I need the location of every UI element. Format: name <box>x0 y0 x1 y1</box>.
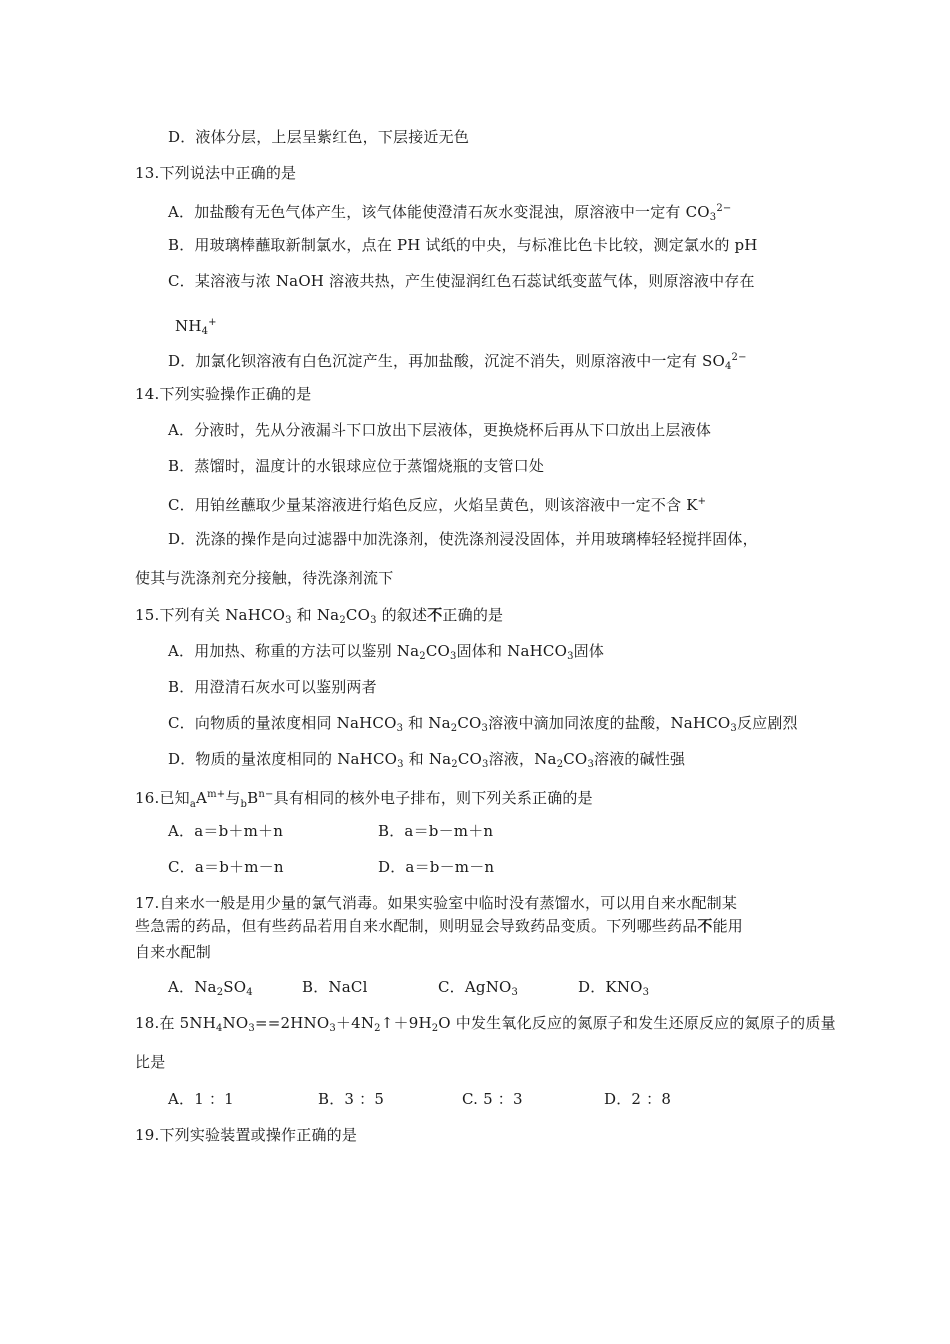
q17-option-b: B．NaCl <box>302 978 368 996</box>
q16-option-b: B．a＝b－m＋n <box>378 822 494 840</box>
q13-stem: 13.下列说法中正确的是 <box>135 164 297 182</box>
q16-option-d: D．a＝b－m－n <box>378 858 495 876</box>
q14-option-d-continued: 使其与洗涤剂充分接触，待洗涤剂流下 <box>135 569 394 587</box>
q17-stem-line2: 些急需的药品，但有些药品若用自来水配制，则明显会导致药品变质。下列哪些药品不能用 <box>135 917 744 935</box>
q18-stem-line2: 比是 <box>135 1053 166 1071</box>
q18-option-a: A．1 ：1 <box>168 1090 234 1108</box>
q15-option-a: A．用加热、称重的方法可以鉴别 $Na_2CO_3$固体和 NaHCO$_3$固体 <box>168 642 605 662</box>
q18-option-c: C. 5 ：3 <box>462 1090 523 1108</box>
q13-option-c-continued: $NH_4^+$ <box>175 317 217 337</box>
q14-option-b: B．蒸馏时，温度计的水银球应位于蒸馏烧瓶的支管口处 <box>168 457 545 475</box>
q17-stem-line3: 自来水配制 <box>135 943 212 961</box>
q19-stem: 19.下列实验装置或操作正确的是 <box>135 1126 358 1144</box>
emphasis-not: 不 <box>697 917 713 935</box>
q15-option-b: B．用澄清石灰水可以鉴别两者 <box>168 678 377 696</box>
q17-option-c: C．AgNO$_3$ <box>438 978 519 998</box>
q16-option-a: A．a＝b＋m＋n <box>168 822 284 840</box>
q15-stem: 15.下列有关 NaHCO$_3$ 和 $Na_2CO_3$ 的叙述不正确的是 <box>135 606 504 626</box>
q16-stem: 16.已知$_aA^{m+}$与$_bB^{n-}$具有相同的核外电子排布，则下列关系正确的是 <box>135 789 593 810</box>
q17-option-d: D．$KNO_3$ <box>578 978 650 998</box>
q14-option-c: C．用铂丝蘸取少量某溶液进行焰色反应，火焰呈黄色，则该溶液中一定不含 K+ <box>168 496 707 514</box>
q14-option-a: A．分液时，先从分液漏斗下口放出下层液体，更换烧杯后再从下口放出上层液体 <box>168 421 712 439</box>
emphasis-not: 不 <box>427 606 443 624</box>
q15-option-c: C．向物质的量浓度相同 NaHCO$_3$ 和 $Na_2CO_3$溶液中滴加同浓度的盐酸，NaHCO$_3$反应剧烈 <box>168 714 798 734</box>
q16-option-c: C．a＝b＋m－n <box>168 858 284 876</box>
q12-option-d: D．液体分层，上层呈紫红色，下层接近无色 <box>168 128 470 146</box>
q17-option-a: A．$Na_2SO_4$ <box>168 978 253 998</box>
q13-option-a: A．加盐酸有无色气体产生，该气体能使澄清石灰水变混浊，原溶液中一定有 $CO_3^{2-}$ <box>168 203 732 223</box>
q13-option-b: B．用玻璃棒蘸取新制氯水，点在 PH 试纸的中央，与标准比色卡比较，测定氯水的 pH <box>168 236 758 254</box>
q18-option-d: D．2 ：8 <box>604 1090 672 1108</box>
q18-stem-line1: 18.在 $5NH_4NO_3==2HNO_3+4N_2↑+9H_2O$ 中发生氧化反应的氮原子和发生还原反应的氮原子的质量 <box>135 1014 836 1034</box>
q17-stem-line1: 17.自来水一般是用少量的氯气消毒。如果实验室中临时没有蒸馏水，可以用自来水配制某 <box>135 894 738 912</box>
q15-option-d: D．物质的量浓度相同的 NaHCO$_3$ 和 $Na_2CO_3$溶液，$Na_2CO_3$溶液的碱性强 <box>168 750 686 770</box>
q13-option-d: D．加氯化钡溶液有白色沉淀产生，再加盐酸，沉淀不消失，则原溶液中一定有 $SO_4^{2-}$ <box>168 352 747 372</box>
q14-option-d: D．洗涤的操作是向过滤器中加洗涤剂，使洗涤剂浸没固体，并用玻璃棒轻轻搅拌固体， <box>168 530 758 548</box>
q14-stem: 14.下列实验操作正确的是 <box>135 385 312 403</box>
q13-option-c: C．某溶液与浓 NaOH 溶液共热，产生使湿润红色石蕊试纸变蓝气体，则原溶液中存在 <box>168 272 755 290</box>
q18-option-b: B．3 ：5 <box>318 1090 385 1108</box>
